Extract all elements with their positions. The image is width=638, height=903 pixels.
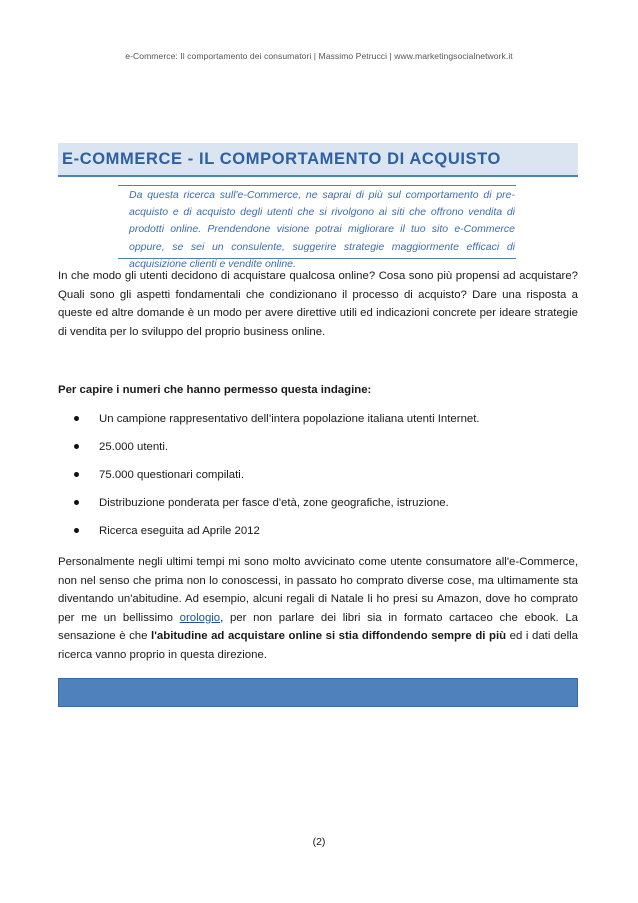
- list-item: [70, 466, 480, 494]
- closing-text-3: ed i dati della ricerca vanno proprio in questa direzione.: [58, 630, 578, 661]
- bullet-icon: [74, 444, 79, 449]
- intro-quote-box: [118, 185, 516, 270]
- page-title: E-COMMERCE - IL COMPORTAMENTO DI ACQUISTO: [62, 150, 501, 168]
- closing-text-1: Personalmente negli ultimi tempi mi sono molto avvicinato come utente consumatore all'e-Commerce, non nel senso che prima non lo conoscessi, in passato ho comprato diverse cose, ma ultimamente sta diventando un'abitudine. Ad esempio, alcuni regali di Natale li ho presi su Amazon, dove ho comprato per me un bellissimo: [58, 556, 578, 624]
- list-item-text: 25.000 utenti.: [99, 441, 169, 453]
- section-title-bar: [58, 143, 578, 177]
- closing-paragraph: [58, 553, 578, 665]
- intro-paragraph: In che modo gli utenti decidono di acquistare qualcosa online? Cosa sono più propensi ad acquistare? Quali sono gli aspetti fondamentali che condizionano il processo di acquisto? Dare una risposta a queste ed altre domande è un modo per avere direttive utili ed indicazioni concrete per ideare strategie di vendita per lo sviluppo del proprio business online.: [58, 270, 578, 338]
- closing-bold-text: l'abitudine ad acquistare online si stia diffondendo sempre di più: [151, 630, 507, 643]
- list-item-text: Distribuzione ponderata per fasce d'età, zone geografiche, istruzione.: [99, 497, 449, 509]
- list-item: [70, 438, 480, 466]
- page-header: e-Commerce: Il comportamento dei consumatori | Massimo Petrucci | www.marketingsocialnetwork.it: [125, 51, 513, 61]
- list-item: [70, 522, 480, 550]
- bullet-icon: [74, 472, 79, 477]
- section-divider-bar: [58, 678, 578, 707]
- list-item: [70, 494, 480, 522]
- bullet-icon: [74, 500, 79, 505]
- intro-quote: Da questa ricerca sull'e-Commerce, ne saprai di più sul comportamento di pre-acquisto e di acquisto degli utenti che si rivolgono ai siti che offrono vendita di prodotti online. Prendendone visione potrai migliorare il tuo sito e-Commerce oppure, se sei un consulente, suggerire strategie maggiormente efficaci di acquisizione clienti e vendite online.: [129, 189, 515, 270]
- survey-subheading: Per capire i numeri che hanno permesso questa indagine:: [58, 384, 372, 396]
- closing-text-2: , per non parlare dei libri sia in formato cartaceo che ebook. La sensazione è che: [58, 611, 579, 643]
- page-number: (2): [312, 836, 326, 848]
- bullet-icon: [74, 416, 79, 421]
- list-item-text: Ricerca eseguita ad Aprile 2012: [99, 525, 260, 537]
- bullet-icon: [74, 528, 79, 533]
- survey-bullet-list: [70, 410, 480, 550]
- list-item-text: Un campione rappresentativo dell’intera popolazione italiana utenti Internet.: [99, 413, 480, 425]
- list-item: [70, 410, 480, 438]
- list-item-text: 75.000 questionari compilati.: [99, 469, 245, 481]
- orologio-link[interactable]: orologio: [179, 611, 221, 624]
